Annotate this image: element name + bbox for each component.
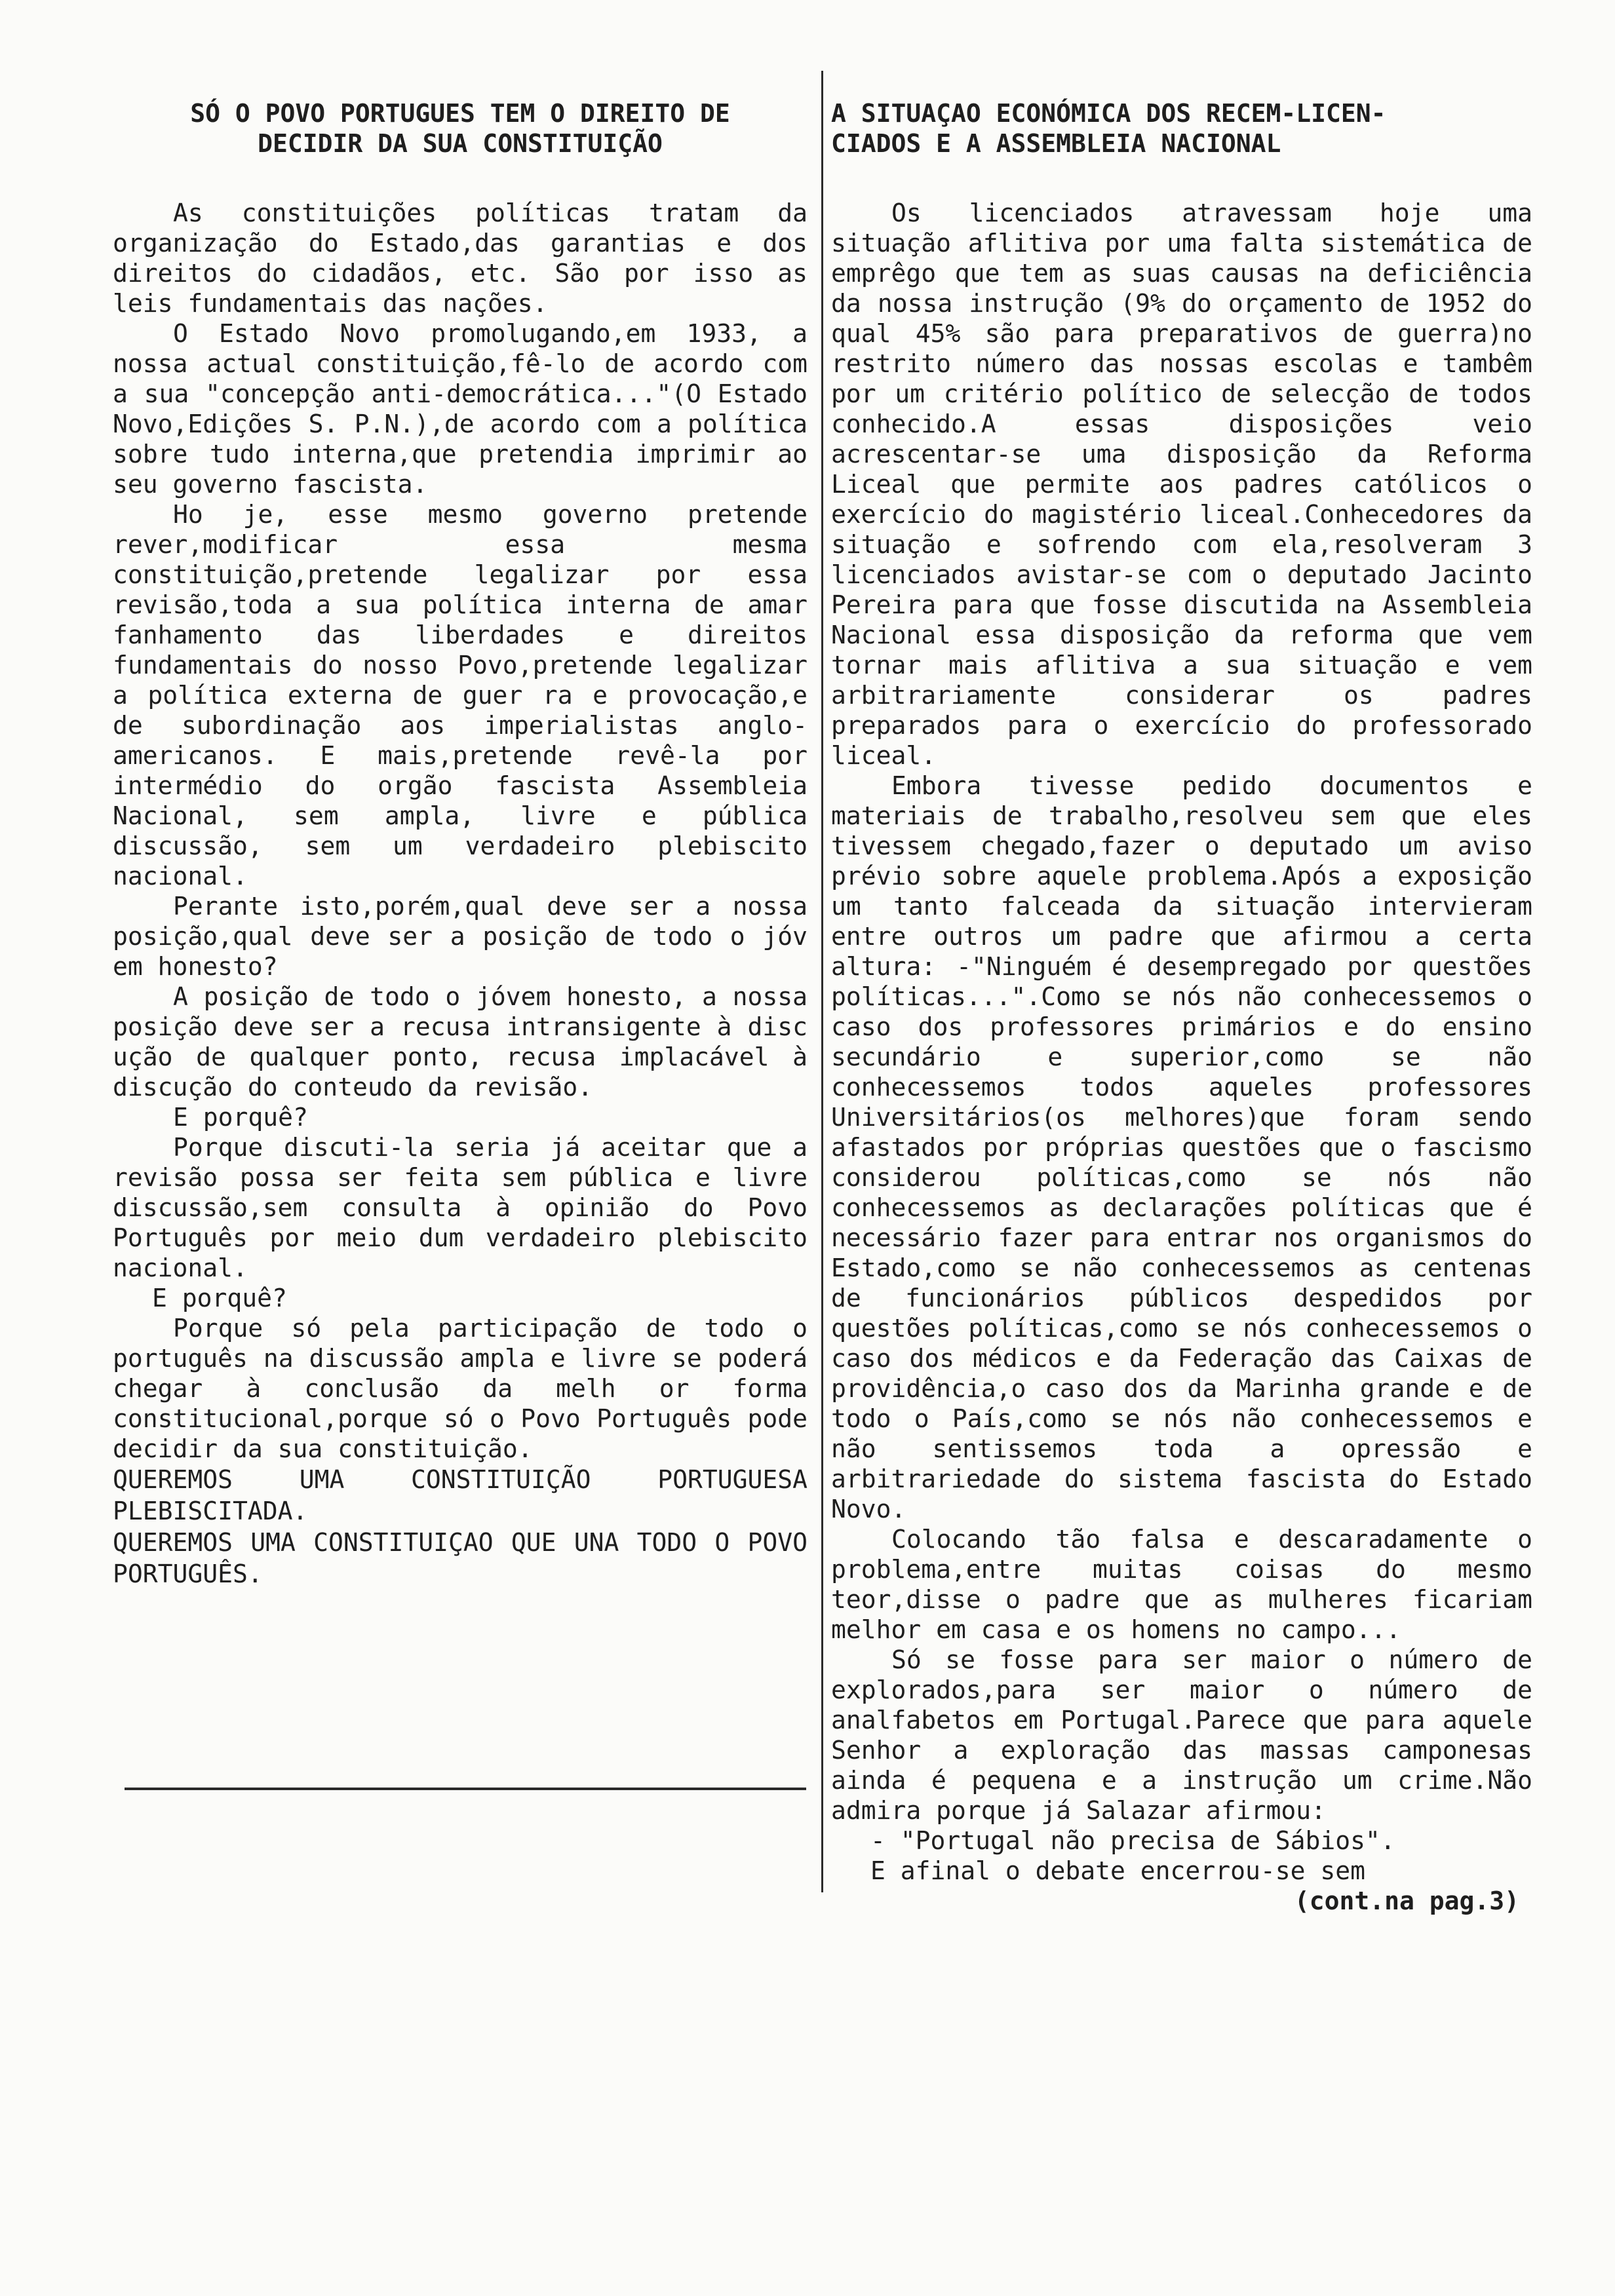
right-title-line1: A SITUAÇAO ECONÓMICA DOS RECEM-LICEN- bbox=[831, 99, 1386, 128]
right-paragraph: Os licenciados atravessam hoje uma situação aflitiva por uma falta sistemática de emprêgo que tem as suas causas na deficiência da nossa instrução (9% do orçamento de 1952 do qual 45% são para preparativos de guerra)no restrito número das nossas escolas e tambêm por um critério político de selecção de todos conhecido.A essas disposições veio acrescentar-se uma disposição da Reforma Liceal que permite aos padres católicos o exercício do magistério liceal.Conhecedores da situação e sofrendo com ela,resolveram 3 licenciados avistar-se com o deputado Jacinto Pereira para que fosse discutida na Assembleia Nacional essa disposição da reforma que vem tornar mais aflitiva a sua situação e vem arbitrariamente considerar os padres preparados para o exercício do professorado liceal. bbox=[831, 199, 1532, 770]
right-title-line2: CIADOS E A ASSEMBLEIA NACIONAL bbox=[831, 129, 1281, 158]
left-paragraph: E porquê? bbox=[152, 1284, 287, 1312]
left-slogan: QUEREMOS UMA CONSTITUIÇAO QUE UNA TODO O POVO PORTUGUÊS. bbox=[113, 1528, 808, 1588]
left-slogan: QUEREMOS UMA CONSTITUIÇÃO PORTUGUESA PLEBISCITADA. bbox=[113, 1465, 808, 1525]
left-column bbox=[113, 98, 808, 1590]
left-paragraph: O Estado Novo promolugando,em 1933, a nossa actual constituição,fê-lo de acordo com a sua "concepção anti-democrática..."(O Estado Novo,Edições S. P.N.),de acordo com a política sobre tudo interna,que pretendia imprimir ao seu governo fascista. bbox=[113, 319, 808, 499]
left-paragraph: Porque discuti-la seria já aceitar que a revisão possa ser feita sem pública e livre discussão,sem consulta à opinião do Povo Português por meio dum verdadeiro plebiscito nacional. bbox=[113, 1133, 808, 1282]
right-paragraph: Colocando tão falsa e descaradamente o problema,entre muitas coisas do mesmo teor,disse o padre que as mulheres ficariam melhor em casa e os homens no campo... bbox=[831, 1525, 1532, 1644]
column-divider bbox=[821, 71, 823, 1892]
right-paragraph: Embora tivesse pedido documentos e materiais de trabalho,resolveu sem que eles tivessem chegado,fazer o deputado um aviso prévio sobre aquele problema.Após a exposição um tanto falceada da situação intervieram entre outros um padre que afirmou a certa altura: -"Ninguém é desempregado por questões políticas...".Como se nós não conhecessemos o caso dos professores primários e do ensino secundário e superior,como se não conhecessemos todos aqueles professores Universitários(os melhores)que foram sendo afastados por próprias questões que o fascismo considerou políticas,como se nós não conhecessemos as declarações políticas que é necessário fazer para entrar nos organismos do Estado,como se não conhecessemos as centenas de funcionários públicos despedidos por questões políticas,como se nós conhecessemos o caso dos médicos e da Federação das Caixas de providência,o caso dos da Marinha grande e de todo o País,como se nós não conhecessemos e não sentissemos toda a opressão e arbitrariedade do sistema fascista do Estado Novo. bbox=[831, 771, 1532, 1523]
right-quote: - "Portugal não precisa de Sábios". bbox=[870, 1826, 1395, 1855]
right-column bbox=[831, 98, 1532, 1916]
left-paragraph: A posição de todo o jóvem honesto, a nossa posição deve ser a recusa intransigente à disc ução de qualquer ponto, recusa implacável à discução do conteudo da revisão. bbox=[113, 982, 808, 1101]
left-paragraph: Ho je, esse mesmo governo pretende rever,modificar essa mesma constituição,pretende legalizar por essa revisão,toda a sua política interna de amar fanhamento das liberdades e direitos fundamentais do nosso Povo,pretende legalizar a política externa de guer ra e provocação,e de subordinação aos imperialistas anglo-americanos. E mais,pretende revê-la por intermédio do orgão fascista Assembleia Nacional, sem ampla, livre e pública discussão, sem um verdadeiro plebiscito nacional. bbox=[113, 500, 808, 890]
right-paragraph: Só se fosse para ser maior o número de explorados,para ser maior o número de analfabetos em Portugal.Parece que para aquele Senhor a exploração das massas camponesas ainda é pequena e a instrução um crime.Não admira porque já Salazar afirmou: bbox=[831, 1645, 1532, 1825]
left-paragraph: Porque só pela participação de todo o português na discussão ampla e livre se poderá chegar à conclusão da melh or forma constitucional,porque só o Povo Português pode decidir da sua constituição. bbox=[113, 1314, 808, 1463]
continued-note: (cont.na pag.3) bbox=[1294, 1886, 1519, 1915]
right-closing: E afinal o debate encerrou-se sem bbox=[870, 1856, 1365, 1885]
left-title-line2: DECIDIR DA SUA CONSTITUIÇÃO bbox=[258, 129, 663, 158]
left-article-title bbox=[113, 98, 808, 159]
left-paragraph: As constituições políticas tratam da organização do Estado,das garantias e dos direitos do cidadãos, etc. São por isso as leis fundamentais das nações. bbox=[113, 199, 808, 318]
left-end-rule bbox=[125, 1788, 806, 1790]
left-paragraph: Perante isto,porém,qual deve ser a nossa posição,qual deve ser a posição de todo o jóv em honesto? bbox=[113, 892, 808, 981]
left-title-line1: SÓ O POVO PORTUGUES TEM O DIREITO DE bbox=[190, 99, 730, 128]
left-paragraph: E porquê? bbox=[173, 1103, 308, 1132]
right-article-title bbox=[831, 98, 1532, 159]
